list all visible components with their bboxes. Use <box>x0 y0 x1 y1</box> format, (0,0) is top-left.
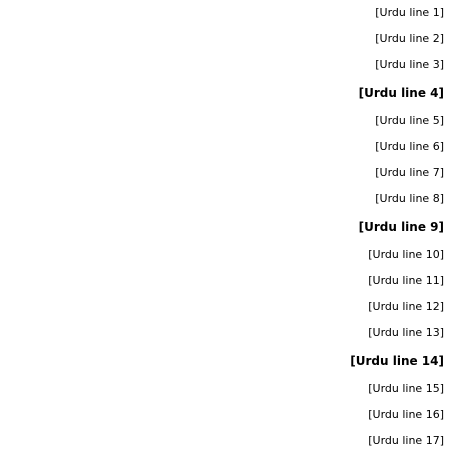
paragraph-line: [Urdu line 16] <box>368 408 444 421</box>
paragraph-line: [Urdu line 11] <box>368 274 444 287</box>
paragraph-line: [Urdu line 5] <box>375 114 444 127</box>
paragraph-line: [Urdu line 2] <box>375 32 444 45</box>
section-heading: [Urdu line 14] <box>350 354 444 368</box>
paragraph-line: [Urdu line 10] <box>368 248 444 261</box>
paragraph-line: [Urdu line 12] <box>368 300 444 313</box>
section-heading: [Urdu line 9] <box>358 220 444 234</box>
paragraph-line: [Urdu line 8] <box>375 192 444 205</box>
paragraph-line: [Urdu line 1] <box>375 6 444 19</box>
paragraph-line: [Urdu line 3] <box>375 58 444 71</box>
section-heading: [Urdu line 4] <box>358 86 444 100</box>
paragraph-line: [Urdu line 13] <box>368 326 444 339</box>
paragraph-line: [Urdu line 7] <box>375 166 444 179</box>
paragraph-line: [Urdu line 17] <box>368 434 444 447</box>
paragraph-line: [Urdu line 15] <box>368 382 444 395</box>
paragraph-line: [Urdu line 6] <box>375 140 444 153</box>
